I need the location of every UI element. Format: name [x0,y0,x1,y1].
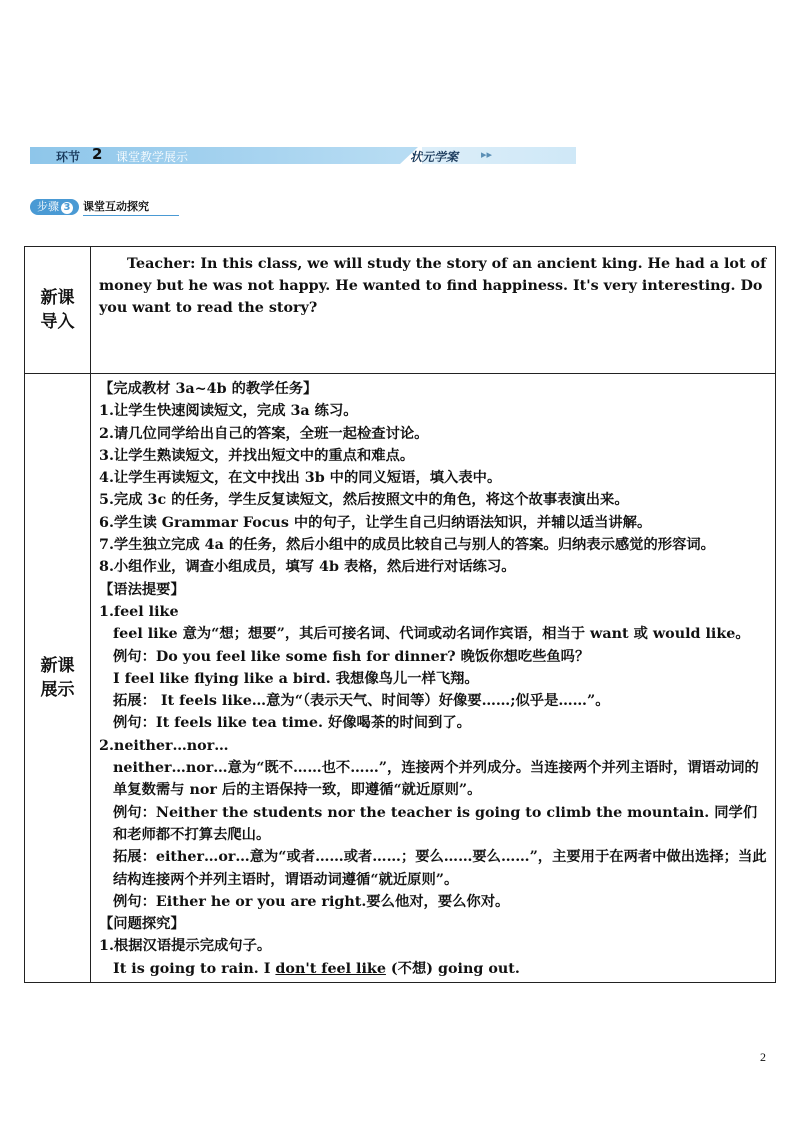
question-title: 1.根据汉语提示完成句子。 [99,938,272,955]
grammar-header: 【语法提要】 [99,581,185,598]
section-banner [30,147,576,164]
tasks-header: 【完成教材 3a~4b 的教学任务】 [99,381,318,397]
question-sentence: It is going to rain. I don't feel like (不想) going out. [113,960,520,977]
example-sentence: 例句：Neither the students nor the teacher is going to climb the mountain. 同学们和老师都不打算去爬山。 [113,804,758,843]
page-number: 2 [760,1050,766,1064]
banner-bar-left [30,147,400,164]
grammar-definition: feel like 意为“想；想要”，其后可接名词、代词或动名词作宾语，相当于 want 或 would like。 [113,626,750,643]
section-number: 2 [92,145,103,163]
row-heading-display: 新课 展示 [25,374,91,983]
double-arrow-icon: ▸▸ [481,148,493,161]
example-sentence: 例句：It feels like tea time. 好像喝茶的时间到了。 [113,715,471,732]
example-sentence: 例句：Either he or you are right.要么他对，要么你对。 [113,893,510,910]
teacher-intro-text: Teacher: In this class, we will study the story of an ancient king. He had a lot of money but he was not happy. He wanted to find happiness. It's very interesting. Do you want to read the story? [99,256,767,316]
answer-blank: don't feel like [275,960,386,977]
task-item: 7.学生独立完成 4a 的任务，然后小组中的成员比较自己与别人的答案。归纳表示感觉的形容词。 [99,537,715,554]
step-label: 步骤 [37,200,59,213]
grammar-point-title: 2.neither…nor… [99,737,229,754]
example-sentence: 例句：Do you feel like some fish for dinner? 晚饭你想吃些鱼吗？ [113,648,590,665]
step-badge [30,199,79,215]
task-item: 6.学生读 Grammar Focus 中的句子，让学生自己归纳语法知识，并辅以适当讲解。 [99,514,652,531]
table-row-display [25,374,776,983]
chinese-hint: (不想) [385,960,434,977]
grammar-point-title: 1.feel like [99,603,179,620]
intro-content [91,247,776,374]
row-heading-intro: 新课 导入 [25,247,91,374]
task-item: 8.小组作业，调查小组成员，填写 4b 表格，然后进行对话练习。 [99,559,516,576]
task-item: 2.请几位同学给出自己的答案，全班一起检查讨论。 [99,425,429,442]
step-number: 3 [61,202,73,214]
task-item: 5.完成 3c 的任务，学生反复读短文，然后按照文中的角色，将这个故事表演出来。 [99,492,629,509]
task-item: 4.让学生再读短文，在文中找出 3b 中的同义短语，填入表中。 [99,470,502,487]
brand-label: 状元学案 [410,150,459,164]
table-row-intro [25,247,776,374]
inquiry-header: 【问题探究】 [99,916,185,933]
display-content [91,374,776,983]
example-sentence: I feel like flying like a bird. 我想像鸟儿一样飞翔。 [113,670,479,687]
section-title: 课堂教学展示 [116,150,189,164]
grammar-extension: 拓展：either…or…意为“或者……或者……；要么……要么……”，主要用于在两者中做出选择；当此结构连接两个并列主语时，谓语动词遵循“就近原则”。 [113,849,767,888]
task-item: 1.让学生快速阅读短文，完成 3a 练习。 [99,403,358,420]
step-header [30,198,179,214]
grammar-definition: neither…nor…意为“既不……也不……”，连接两个并列成分。当连接两个并列主语时，谓语动词的单复数需与 nor 后的主语保持一致，即遵循“就近原则”。 [113,760,759,799]
grammar-extension: 拓展： It feels like…意为“（表示天气、时间等）好像要……;似乎是……”。 [113,693,610,710]
lesson-table [24,246,776,983]
step-title: 课堂互动探究 [83,198,179,216]
section-label: 环节 [56,150,81,164]
task-item: 3.让学生熟读短文，并找出短文中的重点和难点。 [99,447,415,464]
